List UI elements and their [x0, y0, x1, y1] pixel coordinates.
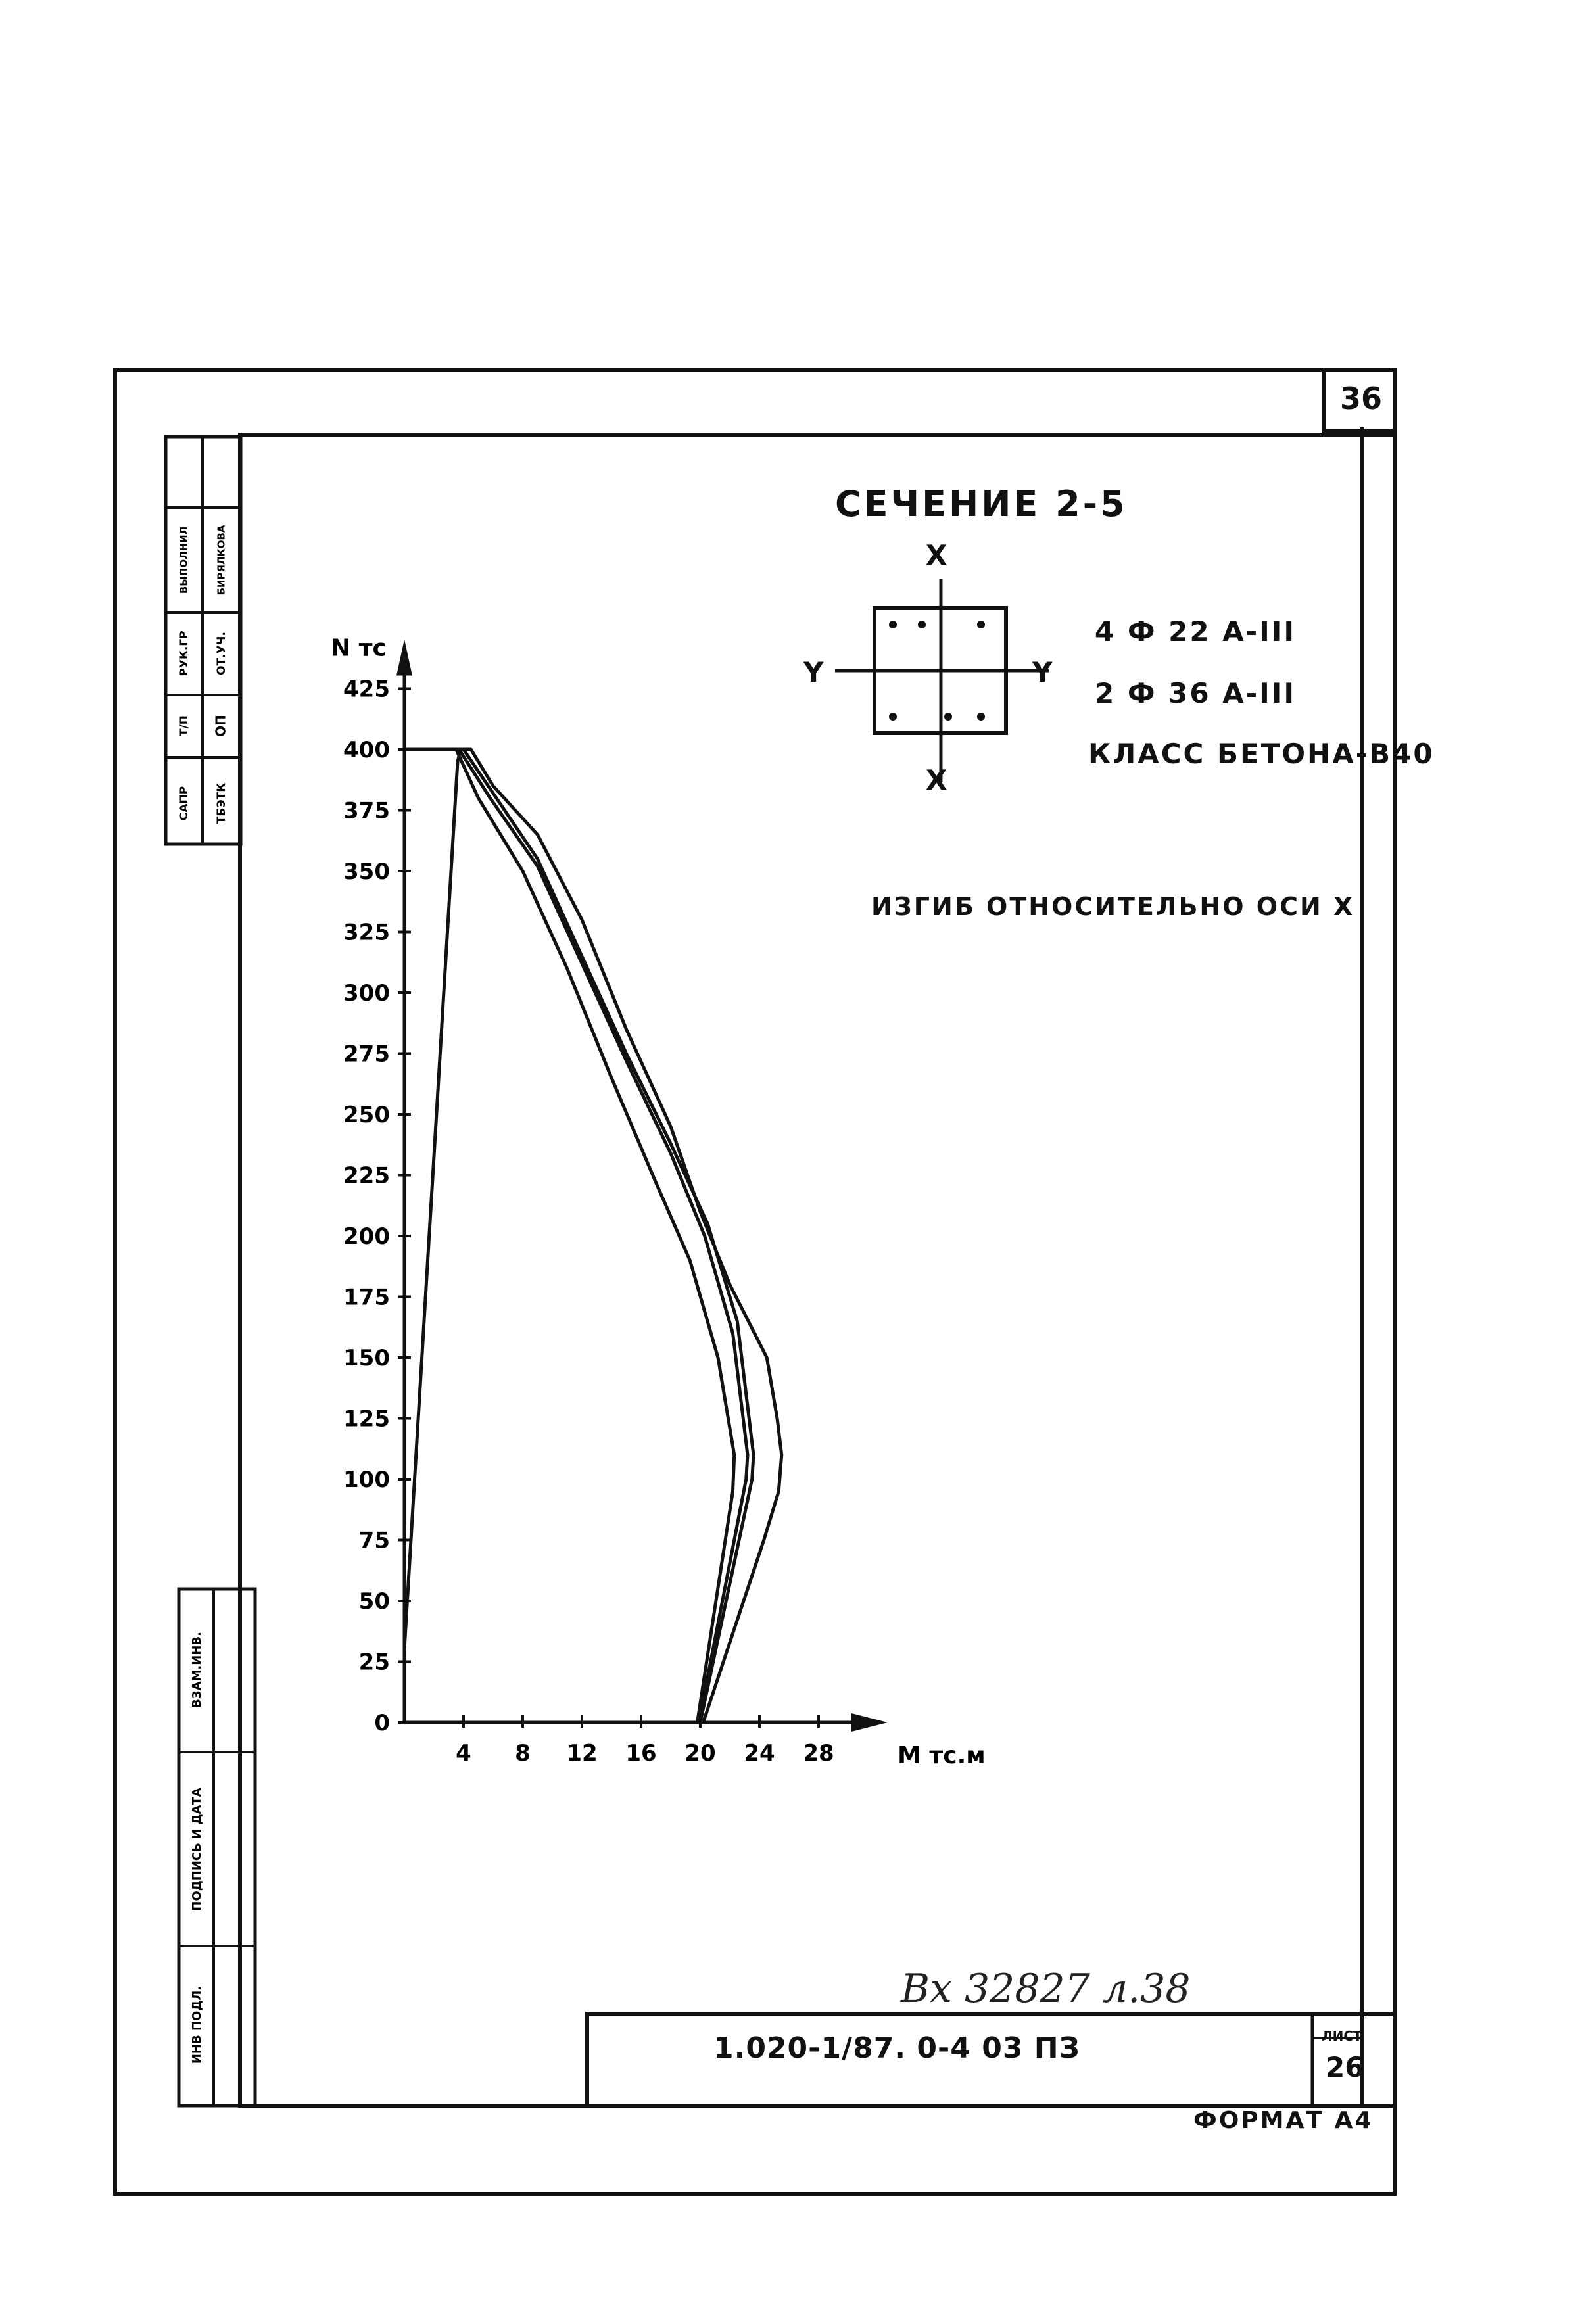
y-tick-label: 100	[343, 1467, 390, 1493]
stamp-cell-label: БИРЯЛКОВА	[215, 525, 227, 596]
sheet-number-top: 36	[1322, 368, 1397, 433]
y-tick-label: 325	[343, 919, 390, 946]
y-tick-label: 200	[343, 1223, 390, 1250]
document-code: 1.020-1/87. 0-4 03 ПЗ	[713, 2031, 1080, 2065]
y-axis-label: N тс	[331, 634, 387, 662]
y-tick-label: 0	[374, 1710, 390, 1736]
rebar-dot	[944, 713, 952, 721]
y-tick-label: 400	[343, 737, 390, 763]
y-tick-label: 225	[343, 1162, 390, 1189]
series-line-1	[404, 749, 782, 1722]
y-tick-label: 275	[343, 1041, 390, 1068]
concrete-class: КЛАСС БЕТОНА-В40	[1088, 738, 1435, 770]
section-title: СЕЧЕНИЕ 2-5	[835, 483, 1128, 525]
x-axis-arrow	[851, 1713, 888, 1732]
y-tick-label: 250	[343, 1102, 390, 1128]
stamp-top	[164, 435, 242, 846]
y-tick-label: 425	[343, 676, 390, 703]
sheet-number: 26	[1326, 2051, 1364, 2083]
x-tick-label: 20	[684, 1740, 716, 1767]
stamp-bottom	[178, 1588, 256, 2107]
sheet-label: ЛИСТ	[1322, 2028, 1362, 2044]
stamp-cell-label: ИНВ ПОДЛ.	[190, 1985, 204, 2064]
rebar-spec-2: 2 Ф 36 А-III	[1095, 677, 1297, 709]
stamp-cell-label: ПОДПИСЬ И ДАТА	[190, 1788, 204, 1911]
handwritten-note: Вх 32827 л.38	[901, 1966, 1191, 2012]
stamp-cell-label: ОП	[212, 715, 229, 737]
y-axis-arrow	[396, 640, 412, 676]
series-line-3	[404, 749, 748, 1722]
series-line-5	[404, 749, 461, 1649]
stamp-cell-label: Т/П	[178, 715, 191, 737]
rebar-dot	[977, 621, 985, 628]
bending-note: ИЗГИБ ОТНОСИТЕЛЬНО ОСИ X	[871, 892, 1355, 921]
stamp-cell-label: ВЫПОЛНИЛ	[178, 526, 190, 594]
y-tick-label: 350	[343, 859, 390, 885]
x-axis-label: М тс.м	[898, 1742, 986, 1769]
format-label: ФОРМАТ А4	[1193, 2107, 1374, 2134]
x-tick-label: 16	[625, 1740, 657, 1767]
rebar-dot	[889, 621, 897, 628]
series-line-2	[404, 749, 754, 1722]
rebar-spec-1: 4 Ф 22 А-III	[1095, 615, 1297, 648]
stamp-cell-label: ОТ.УЧ.	[215, 632, 228, 675]
axis-y-right-label: Y	[1032, 656, 1053, 688]
axis-y-left-label: Y	[803, 656, 824, 688]
x-tick-label: 24	[744, 1740, 775, 1767]
stamp-cell-label: САПР	[178, 786, 191, 821]
x-tick-label: 28	[803, 1740, 834, 1767]
stamp-cell-label: ВЗАМ.ИНВ.	[190, 1632, 204, 1708]
x-tick-label: 8	[515, 1740, 531, 1767]
y-tick-label: 125	[343, 1406, 390, 1433]
interaction-chart	[276, 631, 986, 1775]
y-tick-label: 175	[343, 1284, 390, 1311]
rebar-dot	[977, 713, 985, 721]
axis-x-bottom-label: X	[926, 764, 947, 796]
y-tick-label: 150	[343, 1345, 390, 1371]
right-margin-strip	[1360, 427, 1397, 2108]
y-tick-label: 25	[358, 1649, 390, 1676]
x-tick-label: 12	[566, 1740, 598, 1767]
stamp-cell-label: ТБЭТК	[215, 782, 228, 824]
y-tick-label: 75	[358, 1527, 390, 1554]
y-tick-label: 50	[358, 1588, 390, 1615]
y-tick-label: 300	[343, 980, 390, 1007]
stamp-cell-label: РУК.ГР	[178, 630, 191, 676]
axis-x-top-label: X	[926, 539, 947, 571]
x-tick-label: 4	[456, 1740, 471, 1767]
y-tick-label: 375	[343, 797, 390, 824]
rebar-dot	[918, 621, 926, 628]
